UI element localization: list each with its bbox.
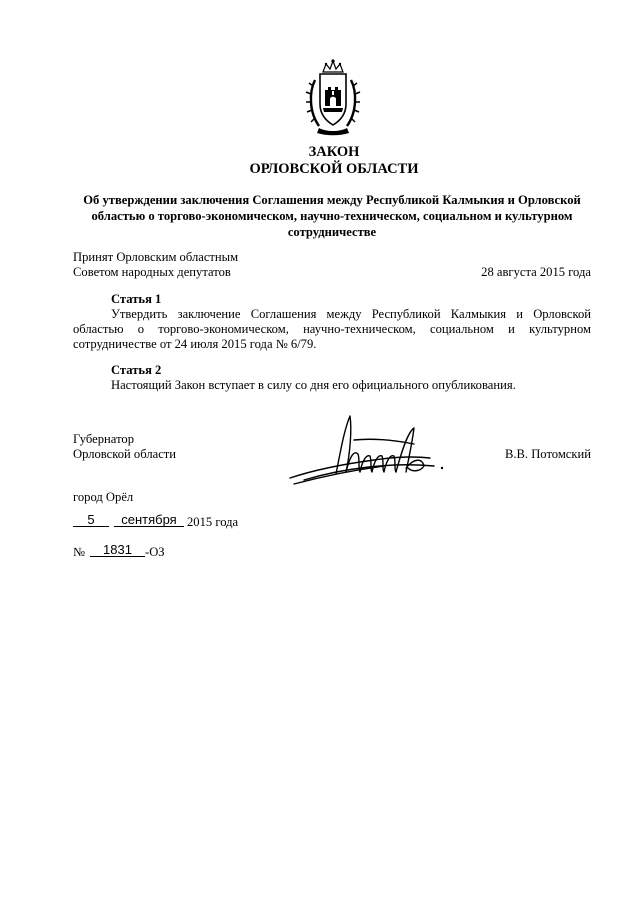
law-title: ЗАКОН	[308, 144, 360, 160]
signatory-name: В.В. Потомский	[504, 447, 591, 461]
adopted-date: 28 августа 2015 года	[481, 265, 591, 279]
law-subject-line: Об утверждении заключения Соглашения между Республикой Калмыкия и Орловской	[83, 193, 581, 207]
law-number-prefix: №	[73, 545, 86, 559]
article2-text: Настоящий Закон вступает в силу со дня его официального опубликования.	[111, 378, 516, 392]
law-subject-line: областью о торгово-экономическом, научно-техническом, социальном и культурном	[91, 209, 573, 223]
signatory-title-line1: Губернатор	[73, 432, 134, 446]
article1-line: Утвердить заключение Соглашения между Республикой Калмыкия и Орловской	[111, 307, 591, 321]
adopted-by-line2: Советом народных депутатов	[73, 265, 231, 279]
law-region-title: ОРЛОВСКОЙ ОБЛАСТИ	[249, 161, 419, 177]
article2-heading: Статья 2	[111, 363, 162, 377]
signing-day: 5	[73, 513, 109, 527]
article1-line: сотрудничестве от 24 июля 2015 года № 6/79.	[73, 337, 317, 351]
article1-line: областью о торгово-экономическом, научно-техническом, социальном и культурном	[73, 322, 591, 336]
signing-month: сентября	[114, 513, 184, 527]
article1-heading: Статья 1	[111, 292, 162, 306]
law-subject-line: сотрудничестве	[287, 225, 377, 239]
law-number-suffix: -ОЗ	[145, 545, 165, 559]
law-number: 1831	[90, 543, 145, 557]
adopted-by-line1: Принят Орловским областным	[73, 250, 239, 264]
handwritten-signature-icon	[284, 410, 454, 492]
coat-of-arms-icon	[305, 58, 361, 136]
law-subject	[72, 192, 592, 240]
signatory-title-line2: Орловской области	[73, 447, 177, 461]
signing-year: 2015 года	[187, 515, 239, 529]
article1-body	[73, 307, 591, 352]
signing-city: город Орёл	[73, 490, 134, 504]
